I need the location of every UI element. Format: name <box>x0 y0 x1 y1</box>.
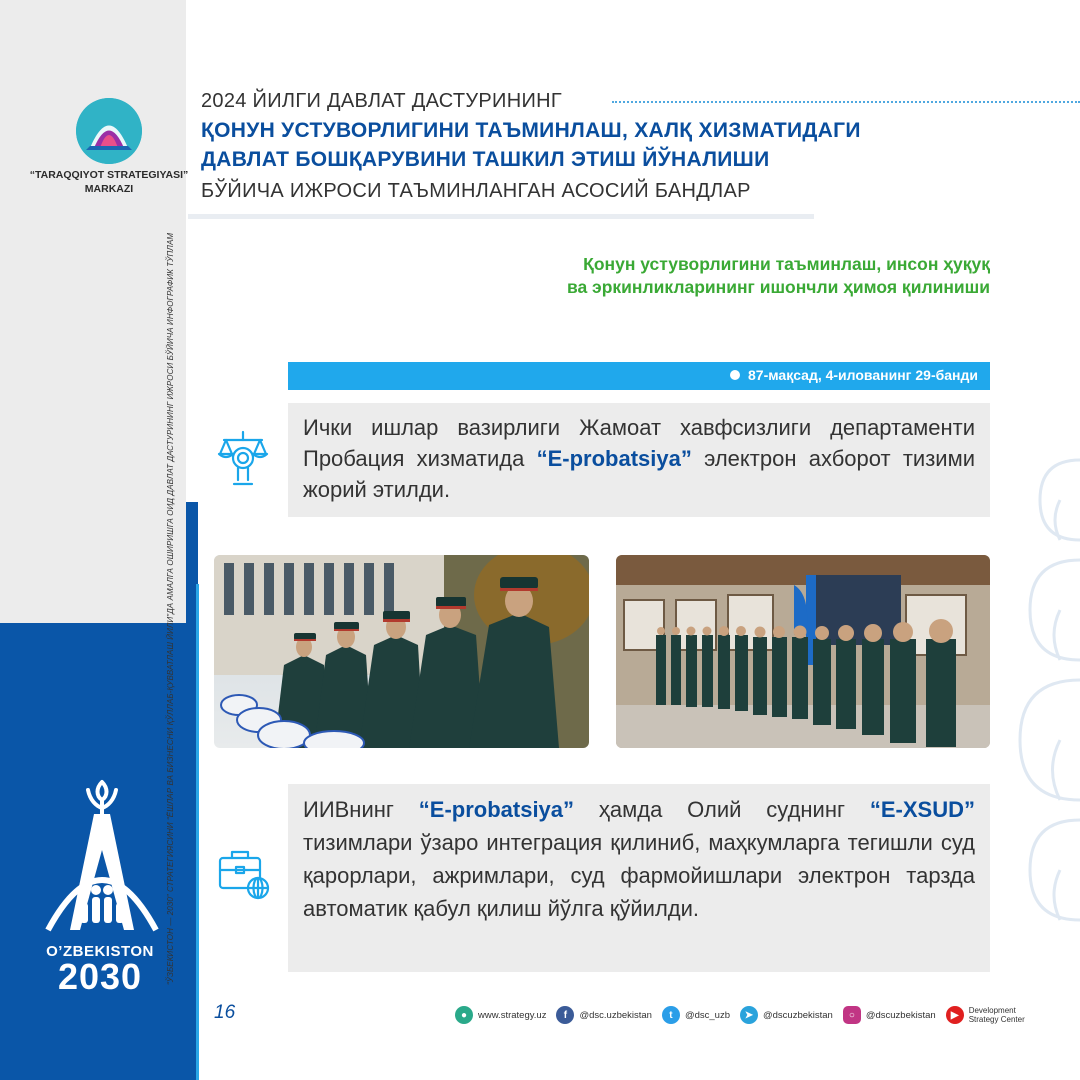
facebook-icon: f <box>556 1006 574 1024</box>
brand-name-line1: “TARAQQIYOT STRATEGIYASI” <box>29 169 189 181</box>
subtitle-line-1: Қонун устуворлигини таъминлаш, инсон ҳуқуқ <box>583 254 990 274</box>
strategy-center-logo <box>76 98 142 164</box>
item-2-box <box>288 784 990 972</box>
header-line-2: ҚОНУН УСТУВОРЛИГИНИ ТАЪМИНЛАШ, ХАЛҚ ХИЗМАТИДАГИ <box>201 119 861 142</box>
item-2-text-part: ИИВнинг <box>303 797 419 822</box>
instagram-icon: ○ <box>843 1006 861 1024</box>
header-dotted-line <box>612 101 1080 103</box>
youtube-link[interactable] <box>969 1006 1029 1024</box>
item-1-text-part: Ички ишлар вазирлиги Жамоат хавфсизлиги департаменти Пробация хизматида <box>303 415 975 471</box>
target-bar <box>288 362 990 390</box>
item-1-highlight: “E-probatsiya” <box>536 446 692 471</box>
target-label-text: 87-мақсад, 4-илованинг 29-банди <box>748 367 978 383</box>
page-number: 16 <box>214 1002 236 1023</box>
twitter-icon: t <box>662 1006 680 1024</box>
website-link[interactable]: www.strategy.uz <box>478 1009 547 1021</box>
footer-links <box>455 1003 1029 1027</box>
header-line-3: ДАВЛАТ БОШҚАРУВИНИ ТАШКИЛ ЭТИШ ЙЎНАЛИШИ <box>201 148 770 171</box>
item-1-box <box>288 403 990 517</box>
twitter-link[interactable]: @dsc_uzb <box>684 1009 730 1021</box>
subtitle-line-2: ва эркинликларининг ишончли ҳимоя қилиниши <box>566 277 990 297</box>
item-1-text <box>303 412 975 505</box>
briefcase-network-icon <box>216 846 272 902</box>
globe-icon: ● <box>455 1006 473 1024</box>
decorative-ornament <box>990 400 1080 1000</box>
accent-line <box>196 584 199 1080</box>
header-line-1: 2024 ЙИЛГИ ДАВЛАТ ДАСТУРИНИНГ <box>201 90 563 112</box>
strategy-center-name <box>20 168 198 196</box>
item-2-highlight: “E-probatsiya” <box>418 797 575 822</box>
item-2-text-part: тизимлари ўзаро интеграция қилиниб, маҳкумларга тегишли суд қарорлари, ажримлари, суд фармойишлари электрон тарзда автоматик қабул қилиш йўлга қўйилди. <box>303 830 975 921</box>
bullet-dot-icon <box>730 370 740 380</box>
facebook-link[interactable]: @dsc.uzbekistan <box>579 1009 652 1021</box>
campaign-year: 2030 <box>57 956 143 997</box>
uzbekistan-2030-emblem <box>38 770 166 950</box>
item-2-text <box>303 793 975 925</box>
scales-justice-icon <box>216 428 270 488</box>
item-1-text-part: электрон ахборот тизими жорий этилди. <box>303 446 975 502</box>
section-subtitle <box>430 253 990 299</box>
brand-name-line2: MARKAZI <box>84 183 134 195</box>
telegram-link[interactable]: @dscuzbekistan <box>762 1009 833 1021</box>
campaign-name: O’ZBEKISTON <box>46 943 154 960</box>
header-underline <box>188 214 814 219</box>
youtube-line-2: Strategy Center <box>968 1015 1025 1024</box>
instagram-link[interactable]: @dscuzbekistan <box>865 1009 936 1021</box>
youtube-icon: ▶ <box>946 1006 964 1024</box>
vertical-caption: “ЎЗБЕКИСТОН — 2030” СТРАТЕГИЯСИНИ “ЁШЛАР ВА БИЗНЕСНИ ҚЎЛЛАБ-ҚУВВАТЛАШ ЙИЛИ”ДА АМАЛГА ОШИРИШГА ОИД ДАВЛАТ ДАСТУРИНИНГ ИЖРОСИ БЎЙИЧА ИНФОГРАФИК ТЎПЛАМ <box>166 232 175 985</box>
item-2-highlight: “E-XSUD” <box>869 797 975 822</box>
officers-outdoor-photo <box>214 555 589 748</box>
telegram-icon: ➤ <box>740 1006 758 1024</box>
officers-indoor-photo <box>616 555 990 748</box>
item-2-text-part: ҳамда Олий суднинг <box>574 797 870 822</box>
youtube-line-1: Development <box>968 1006 1016 1015</box>
header-line-4: БЎЙИЧА ИЖРОСИ ТАЪМИНЛАНГАН АСОСИЙ БАНДЛАР <box>201 180 751 202</box>
left-panel <box>0 0 186 623</box>
target-label <box>730 367 978 383</box>
